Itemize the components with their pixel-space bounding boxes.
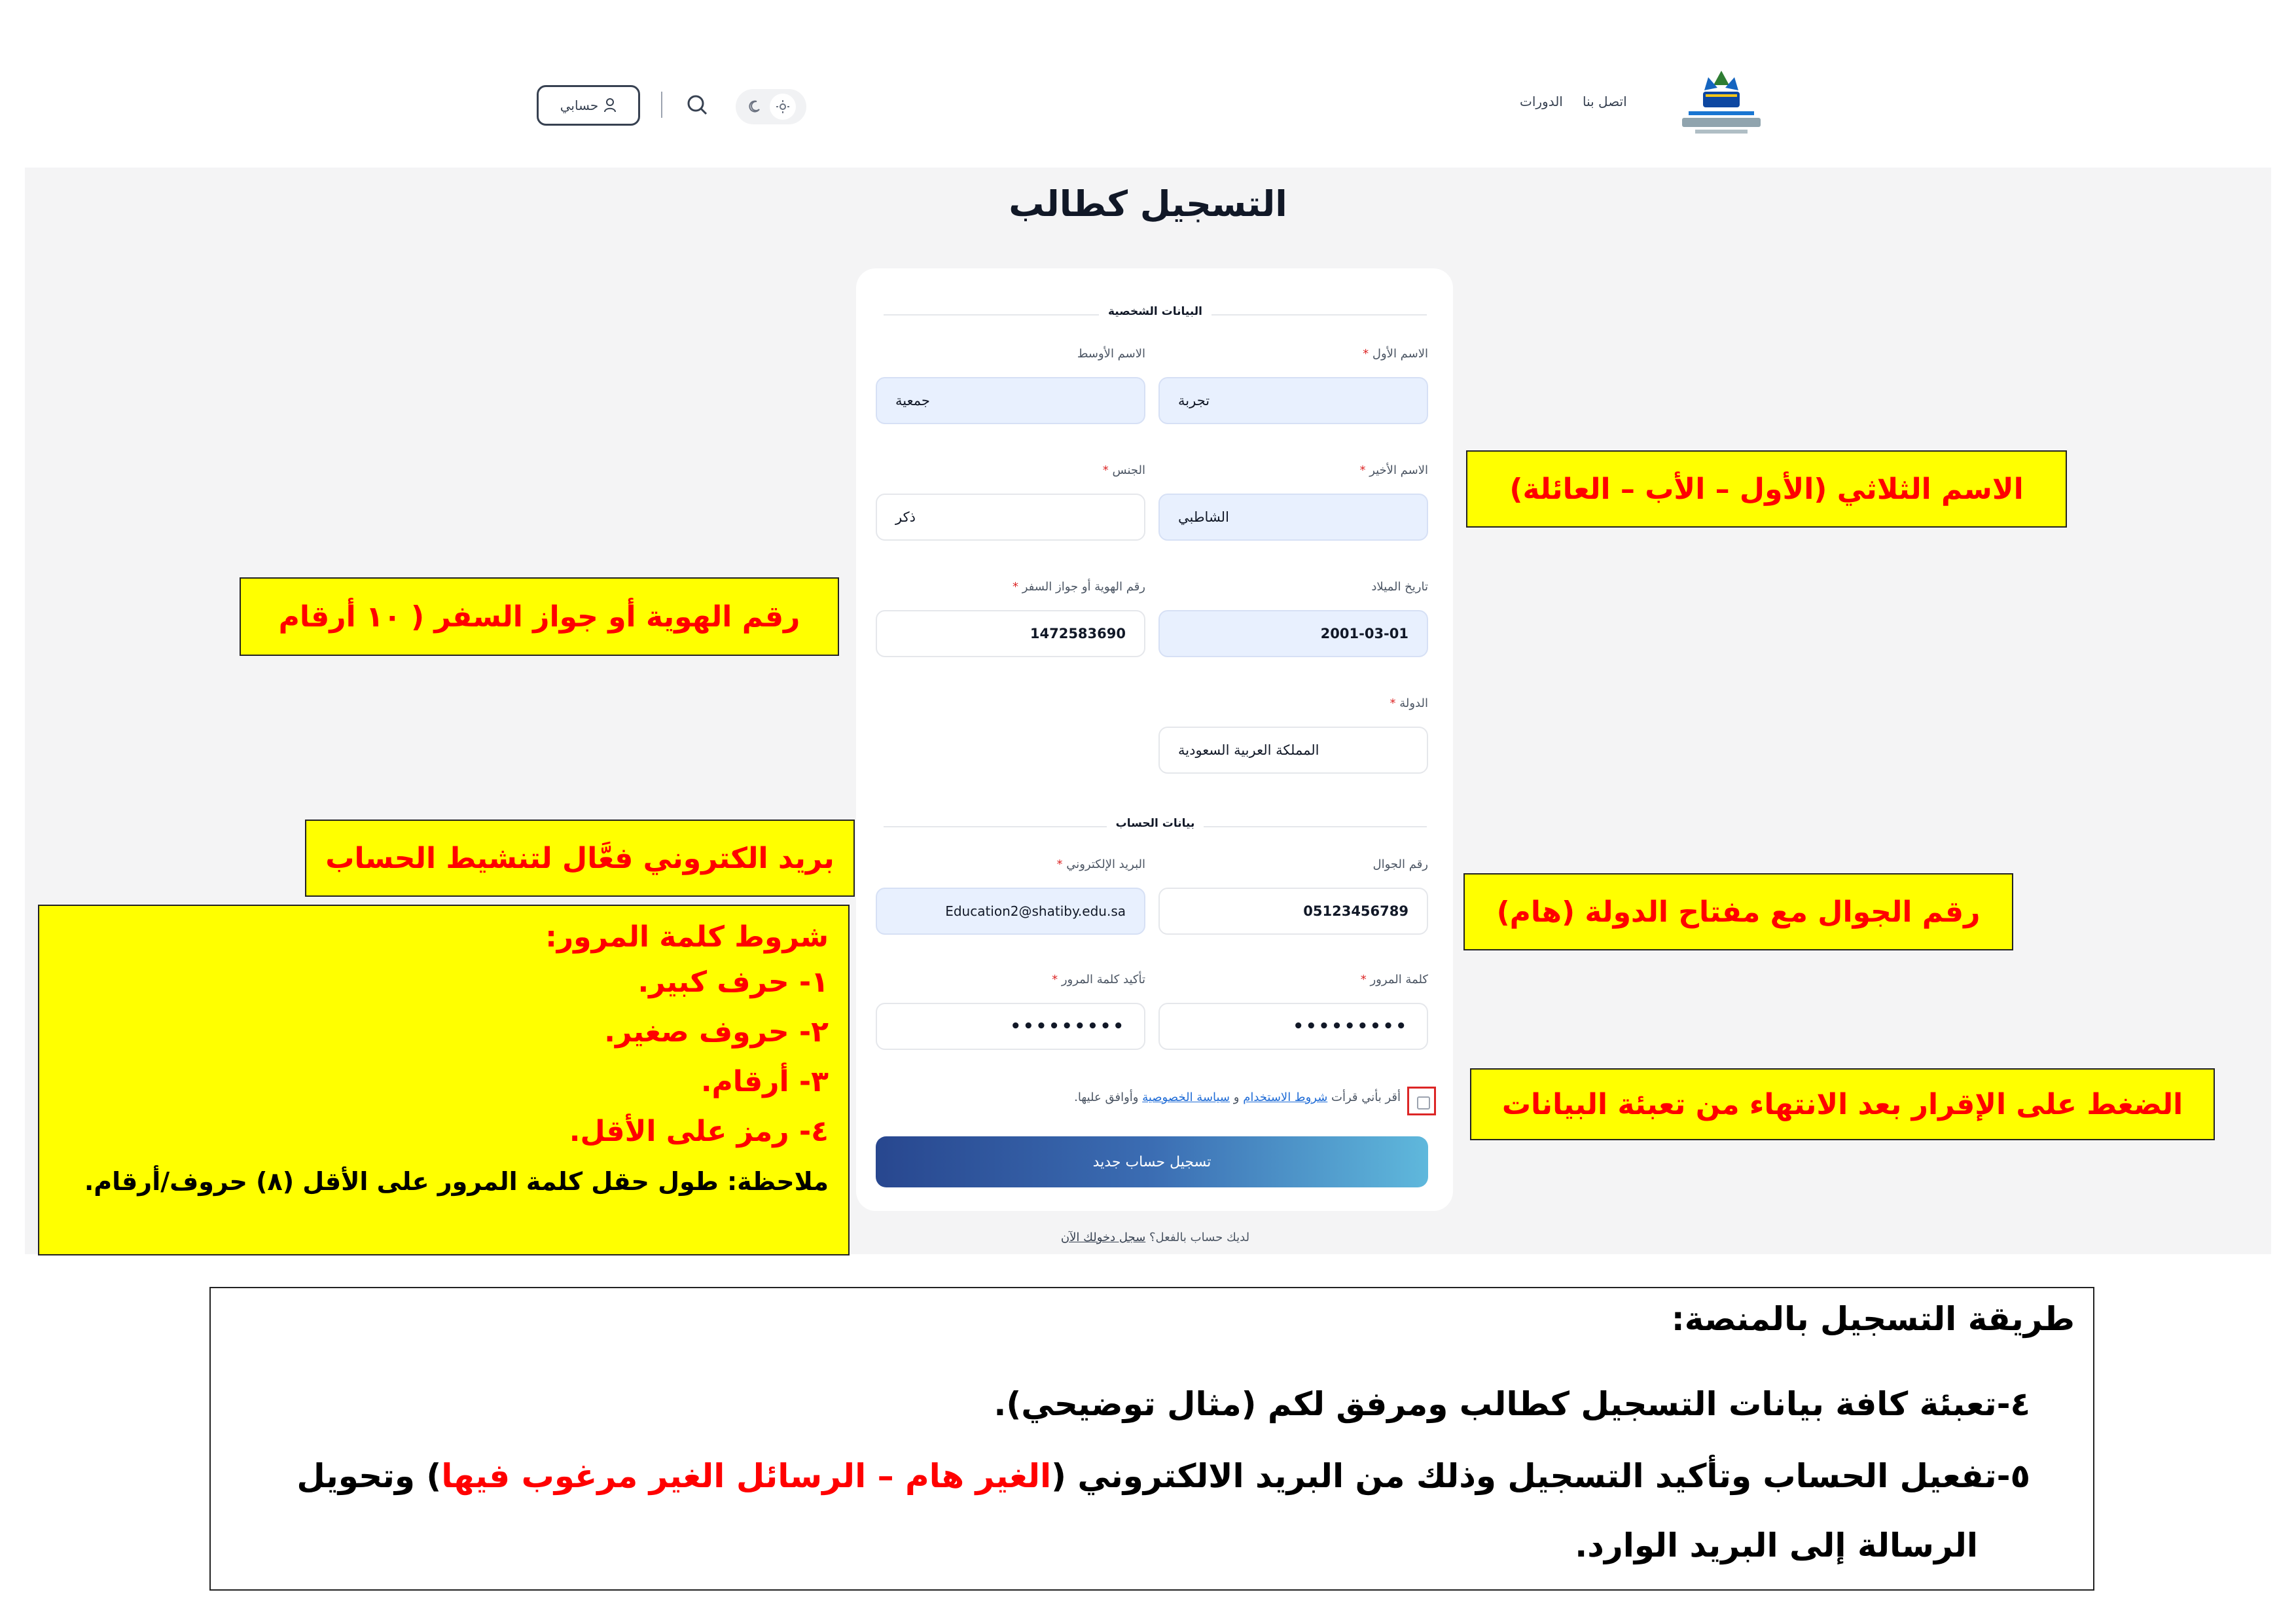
email-label [876, 857, 1145, 871]
instructions-box [209, 1287, 2094, 1591]
logo[interactable] [1662, 65, 1780, 144]
annotation-mobile: رقم الجوال مع مفتاح الدولة (هام) [1463, 873, 2013, 950]
agree-suffix: وأوافق عليها. [1074, 1091, 1139, 1104]
country-label [1158, 696, 1428, 710]
last-name-field[interactable]: الشاطبي [1158, 494, 1428, 541]
step5-red-part: الغير هام – الرسائل الغير مرغوب فيها [441, 1457, 1052, 1495]
theme-knob [770, 94, 796, 120]
annotation-id: رقم الهوية أو جواز السفر ( ١٠ أرقام [240, 577, 839, 656]
page-title: التسجيل كطالب [1009, 183, 1287, 225]
id-number-field[interactable]: 1472583690 [876, 610, 1145, 657]
middle-name-field[interactable]: جمعية [876, 377, 1145, 424]
annotation-email: بريد الكتروني فعَّال لتنشيط الحساب [305, 820, 855, 897]
nav-contact[interactable]: اتصل بنا [1583, 94, 1627, 109]
password-rule: ١- حرف كبير. [637, 965, 829, 999]
step5-part-a: ٥-تفعيل الحساب وتأكيد التسجيل وذلك من البريد الالكتروني ( [1051, 1457, 2030, 1495]
id-number-label [876, 580, 1145, 594]
gender-select[interactable]: ذكر [876, 494, 1145, 541]
required-mark: * [1363, 347, 1369, 361]
middle-name-label: الاسم الأوسط [1077, 347, 1145, 361]
required-mark: * [1102, 463, 1109, 477]
register-button[interactable]: تسجيل حساب جديد [876, 1136, 1428, 1187]
personal-section-title: البيانات الشخصية [1099, 305, 1211, 318]
instruction-step-4: ٤-تعبئة كافة بيانات التسجيل كطالب ومرفق لكم (مثال توضيحي). [994, 1385, 2030, 1423]
confirm-password-label-text: تأكيد كلمة المرور [1061, 973, 1145, 986]
first-name-field[interactable]: تجربة [1158, 377, 1428, 424]
annotation-agree: الضغط على الإقرار بعد الانتهاء من تعبئة البيانات [1470, 1068, 2215, 1140]
password-field[interactable]: ••••••••• [1158, 1003, 1428, 1050]
gender-label-text: الجنس [1112, 463, 1145, 477]
mobile-field[interactable]: 05123456789 [1158, 888, 1428, 935]
terms-link[interactable]: شروط الاستخدام [1243, 1091, 1328, 1104]
birth-date-field[interactable]: 2001-03-01 [1158, 610, 1428, 657]
annotation-name: الاسم الثلاثي (الأول – الأب – العائلة) [1466, 450, 2067, 528]
instruction-step-5 [296, 1457, 2030, 1495]
email-field[interactable]: Education2@shatiby.edu.sa [876, 888, 1145, 935]
required-mark: * [1012, 580, 1018, 594]
required-mark: * [1052, 973, 1058, 986]
password-label-text: كلمة المرور [1370, 973, 1428, 986]
login-hint-text: لديك حساب بالفعل؟ [1149, 1231, 1250, 1244]
first-name-label-text: الاسم الأول [1372, 347, 1428, 361]
search-icon[interactable] [684, 92, 710, 118]
privacy-link[interactable]: سياسة الخصوصية [1142, 1091, 1230, 1104]
login-link[interactable]: سجل دخولك الآن [1060, 1231, 1146, 1244]
personal-section-header [884, 305, 1427, 318]
birth-date-label: تاريخ الميلاد [1371, 580, 1428, 594]
password-rule: ٢- حروف صغير. [604, 1015, 829, 1049]
theme-toggle[interactable] [736, 89, 806, 124]
sun-icon [776, 99, 790, 114]
id-number-label-text: رقم الهوية أو جواز السفر [1022, 580, 1145, 594]
password-rule: ٤- رمز على الأقل. [569, 1115, 829, 1148]
agree-and: و [1233, 1091, 1240, 1104]
password-rule: ٣- أرقام. [700, 1065, 829, 1098]
instruction-step-5-continued: الرسالة إلى البريد الوارد. [1575, 1526, 1978, 1564]
moon-icon [747, 99, 761, 114]
confirm-password-field[interactable]: ••••••••• [876, 1003, 1145, 1050]
annotation-password-rules [38, 905, 850, 1255]
mobile-label: رقم الجوال [1372, 857, 1428, 871]
last-name-label [1158, 463, 1428, 477]
agree-text [903, 1091, 1401, 1104]
account-label: حسابي [560, 98, 599, 113]
required-mark: * [1390, 696, 1396, 710]
last-name-label-text: الاسم الأخير [1369, 463, 1428, 477]
country-select[interactable]: المملكة العربية السعودية [1158, 727, 1428, 774]
gender-label [876, 463, 1145, 477]
account-section-header [884, 817, 1427, 830]
first-name-label [1158, 347, 1428, 361]
header-divider [661, 92, 662, 118]
instructions-heading: طريقة التسجيل بالمنصة: [1671, 1300, 2075, 1338]
login-hint [851, 1231, 1460, 1244]
confirm-password-label [876, 973, 1145, 986]
agree-prefix: أقر بأني قرأت [1331, 1091, 1401, 1104]
account-section-title: بيانات الحساب [1107, 817, 1204, 830]
step5-part-b: ) وتحويل [296, 1457, 442, 1495]
required-mark: * [1056, 857, 1063, 871]
user-icon [603, 98, 617, 113]
agree-checkbox[interactable] [1407, 1087, 1436, 1115]
password-label [1158, 973, 1428, 986]
password-rules-note: ملاحظة: طول حقل كلمة المرور على الأقل (٨) حروف/أرقام. [84, 1167, 829, 1196]
required-mark: * [1360, 973, 1367, 986]
country-label-text: الدولة [1399, 696, 1428, 710]
checkbox-box [1417, 1096, 1430, 1110]
account-button[interactable] [537, 85, 640, 126]
password-rules-title: شروط كلمة المرور: [545, 920, 829, 954]
email-label-text: البريد الإلكتروني [1066, 857, 1145, 871]
required-mark: * [1359, 463, 1366, 477]
nav-courses[interactable]: الدورات [1520, 94, 1563, 109]
